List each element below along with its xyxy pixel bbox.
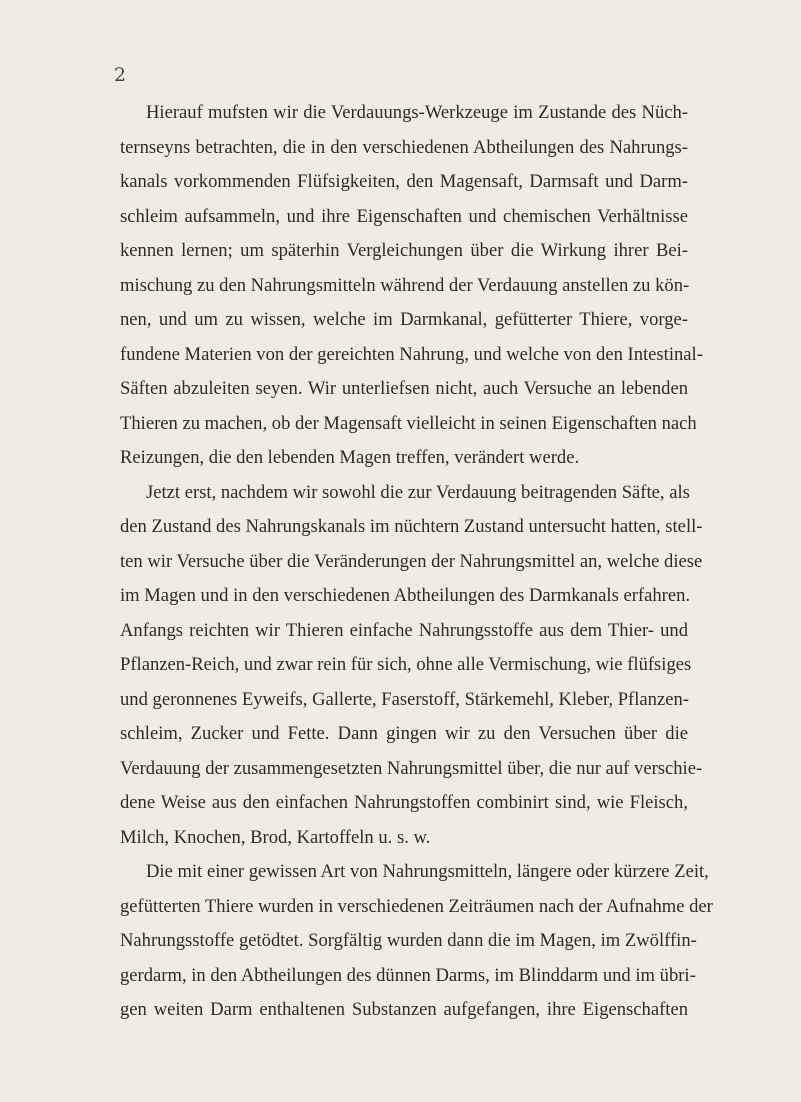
paragraph-2 [120, 476, 703, 856]
paragraph-3 [120, 855, 713, 1028]
text-line: dene Weise aus den einfachen Nahrungstoffen combinirt sind, wie Fleisch, [120, 792, 688, 813]
text-line: Reizungen, die den lebenden Magen treffen, verändert werde. [120, 447, 580, 468]
text-line: Jetzt erst, nachdem wir sowohl die zur Verdauung beitragenden Säfte, als [146, 481, 690, 503]
text-line: Pflanzen-Reich, und zwar rein für sich, ohne alle Vermischung, wie flüfsiges [120, 654, 692, 675]
text-line: schleim aufsammeln, und ihre Eigenschaften und chemischen Verhältnisse [120, 205, 688, 227]
text-line: kennen lernen; um späterhin Vergleichungen über die Wirkung ihrer Bei- [120, 240, 688, 261]
text-line: gefütterten Thiere wurden in verschiedenen Zeiträumen nach der Aufnahme der [120, 895, 713, 917]
text-line: Nahrungsstoffe getödtet. Sorgfältig wurden dann die im Magen, im Zwölffin- [120, 930, 697, 951]
text-line: schleim, Zucker und Fette. Dann gingen wir zu den Versuchen über die [120, 723, 688, 744]
text-line: gen weiten Darm enthaltenen Substanzen aufgefangen, ihre Eigenschaften [120, 999, 688, 1020]
text-line: ternseyns betrachten, die in den verschiedenen Abtheilungen des Nahrungs- [120, 136, 688, 158]
text-line: ten wir Versuche über die Veränderungen der Nahrungsmittel an, welche diese [120, 550, 703, 572]
text-line: Anfangs reichten wir Thieren einfache Nahrungsstoffe aus dem Thier- und [120, 619, 688, 641]
text-line: kanals vorkommenden Flüfsigkeiten, den Magensaft, Darmsaft und Darm- [120, 171, 688, 192]
text-line: den Zustand des Nahrungskanals im nüchtern Zustand untersucht hatten, stell- [120, 516, 703, 537]
paragraph-1 [120, 96, 703, 476]
page-number: 2 [114, 64, 127, 86]
text-line: und geronnenes Eyweifs, Gallerte, Faserstoff, Stärkemehl, Kleber, Pflanzen- [120, 688, 689, 710]
text-line: Säften abzuleiten seyen. Wir unterliefsen nicht, auch Versuche an lebenden [120, 378, 688, 399]
text-line: Milch, Knochen, Brod, Kartoffeln u. s. w. [120, 826, 431, 848]
text-line: Hierauf mufsten wir die Verdauungs-Werkzeuge im Zustande des Nüch- [146, 102, 688, 123]
text-line: nen, und um zu wissen, welche im Darmkanal, gefütterter Thiere, vorge- [120, 309, 688, 330]
text-line: gerdarm, in den Abtheilungen des dünnen Darms, im Blinddarm und im übri- [120, 964, 696, 986]
text-line: Verdauung der zusammengesetzten Nahrungsmittel über, die nur auf verschie- [120, 757, 703, 779]
body-text [120, 96, 713, 1028]
text-line: Thieren zu machen, ob der Magensaft vielleicht in seinen Eigenschaften nach [120, 412, 697, 434]
text-line: mischung zu den Nahrungsmitteln während der Verdauung anstellen zu kön- [120, 274, 690, 296]
text-line: fundene Materien von der gereichten Nahrung, und welche von den Intestinal- [120, 343, 703, 365]
text-line: Die mit einer gewissen Art von Nahrungsmitteln, längere oder kürzere Zeit, [146, 861, 709, 882]
text-line: im Magen und in den verschiedenen Abtheilungen des Darmkanals erfahren. [120, 585, 691, 606]
